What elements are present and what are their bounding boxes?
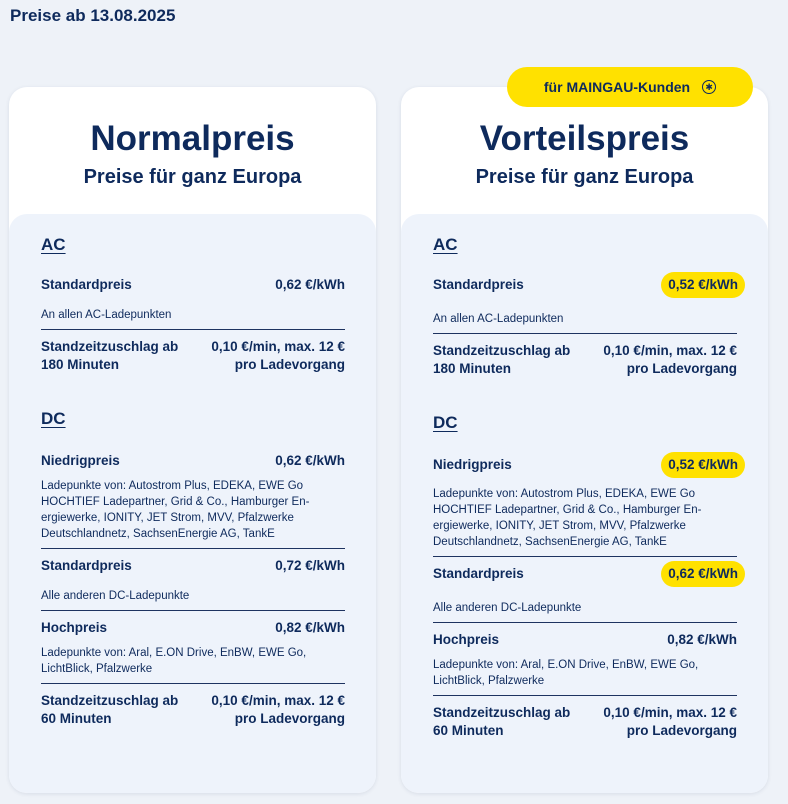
dc-high-row — [433, 631, 737, 649]
star-circle-icon: ✱ — [702, 80, 716, 94]
ac-standard-label: Standardpreis — [41, 277, 132, 292]
ac-section-title: AC — [433, 235, 458, 254]
dc-high-price: 0,82 €/kWh — [275, 620, 345, 635]
page-heading: Preise ab 13.08.2025 — [10, 6, 176, 25]
customer-badge — [507, 67, 753, 107]
dc-low-note: Ladepunkte von: Autostrom Plus, EDEKA, EWE Go HOCHTIEF Ladepartner, Grid & Co., Hamburger En-ergiewerke, IONITY, JET Strom, MVV, Pfalzwerke Deutschlandnetz, SachsenEnergie AG, TankE — [41, 480, 310, 540]
ac-idle-fee-label: Standzeitzuschlag ab 180 Minuten — [41, 339, 179, 372]
dc-standard-note: Alle anderen DC-Ladepunkte — [433, 602, 582, 614]
dc-idle-fee-label: Standzeitzuschlag ab 60 Minuten — [41, 693, 179, 726]
dc-low-label: Niedrigpreis — [41, 453, 120, 468]
pricing-card-advantage — [401, 79, 768, 793]
ac-standard-row — [433, 276, 737, 298]
dc-high-label: Hochpreis — [41, 620, 108, 635]
dc-standard-row — [41, 557, 345, 575]
dc-idle-fee-price: 0,10 €/min, max. 12 € pro Ladevorgang — [211, 693, 345, 726]
ac-idle-fee-label: Standzeitzuschlag ab 180 Minuten — [433, 343, 571, 376]
ac-standard-price: 0,62 €/kWh — [275, 277, 345, 292]
dc-high-note: Ladepunkte von: Aral, E.ON Drive, EnBW, EWE Go, LichtBlick, Pfalzwerke — [41, 647, 307, 675]
dc-high-note: Ladepunkte von: Aral, E.ON Drive, EnBW, EWE Go, LichtBlick, Pfalzwerke — [433, 659, 699, 687]
dc-standard-label: Standardpreis — [433, 566, 524, 581]
dc-low-price: 0,52 €/kWh — [661, 452, 745, 478]
ac-idle-fee-row — [41, 338, 345, 374]
dc-high-row — [41, 619, 345, 637]
ac-idle-fee-row — [433, 342, 737, 378]
dc-low-row — [41, 452, 345, 470]
dc-standard-note: Alle anderen DC-Ladepunkte — [41, 590, 190, 602]
ac-standard-row — [41, 276, 345, 294]
dc-low-note: Ladepunkte von: Autostrom Plus, EDEKA, EWE Go HOCHTIEF Ladepartner, Grid & Co., Hamburger En-ergiewerke, IONITY, JET Strom, MVV, Pfalzwerke Deutschlandnetz, SachsenEnergie AG, TankE — [433, 488, 702, 548]
ac-standard-label: Standardpreis — [433, 277, 524, 292]
price-panel — [9, 214, 376, 793]
dc-standard-row — [433, 565, 737, 587]
ac-standard-note: An allen AC-Ladepunkten — [41, 309, 172, 321]
dc-standard-price: 0,72 €/kWh — [275, 558, 345, 573]
ac-idle-fee-price: 0,10 €/min, max. 12 € pro Ladevorgang — [211, 339, 345, 372]
ac-standard-note: An allen AC-Ladepunkten — [433, 313, 564, 325]
dc-low-label: Niedrigpreis — [433, 457, 512, 472]
ac-standard-price: 0,52 €/kWh — [661, 272, 745, 298]
card-title: Vorteilspreis — [479, 119, 690, 158]
dc-section-title: DC — [433, 413, 458, 432]
dc-idle-fee-price: 0,10 €/min, max. 12 € pro Ladevorgang — [603, 705, 737, 738]
price-panel — [401, 214, 768, 793]
dc-idle-fee-label: Standzeitzuschlag ab 60 Minuten — [433, 705, 571, 738]
ac-section-title: AC — [41, 235, 66, 254]
dc-idle-fee-row — [433, 704, 737, 740]
dc-standard-label: Standardpreis — [41, 558, 132, 573]
card-subtitle: Preise für ganz Europa — [475, 166, 694, 188]
dc-high-price: 0,82 €/kWh — [667, 632, 737, 647]
badge-label: für MAINGAU-Kunden — [543, 79, 691, 95]
dc-section-title: DC — [41, 409, 66, 428]
dc-high-label: Hochpreis — [433, 632, 500, 647]
dc-idle-fee-row — [41, 692, 345, 728]
dc-low-row — [433, 456, 737, 478]
dc-low-price: 0,62 €/kWh — [275, 453, 345, 468]
pricing-card-normal — [9, 87, 376, 793]
dc-standard-price: 0,62 €/kWh — [661, 561, 745, 587]
card-title: Normalpreis — [90, 119, 295, 158]
ac-idle-fee-price: 0,10 €/min, max. 12 € pro Ladevorgang — [603, 343, 737, 376]
card-subtitle: Preise für ganz Europa — [83, 166, 302, 188]
